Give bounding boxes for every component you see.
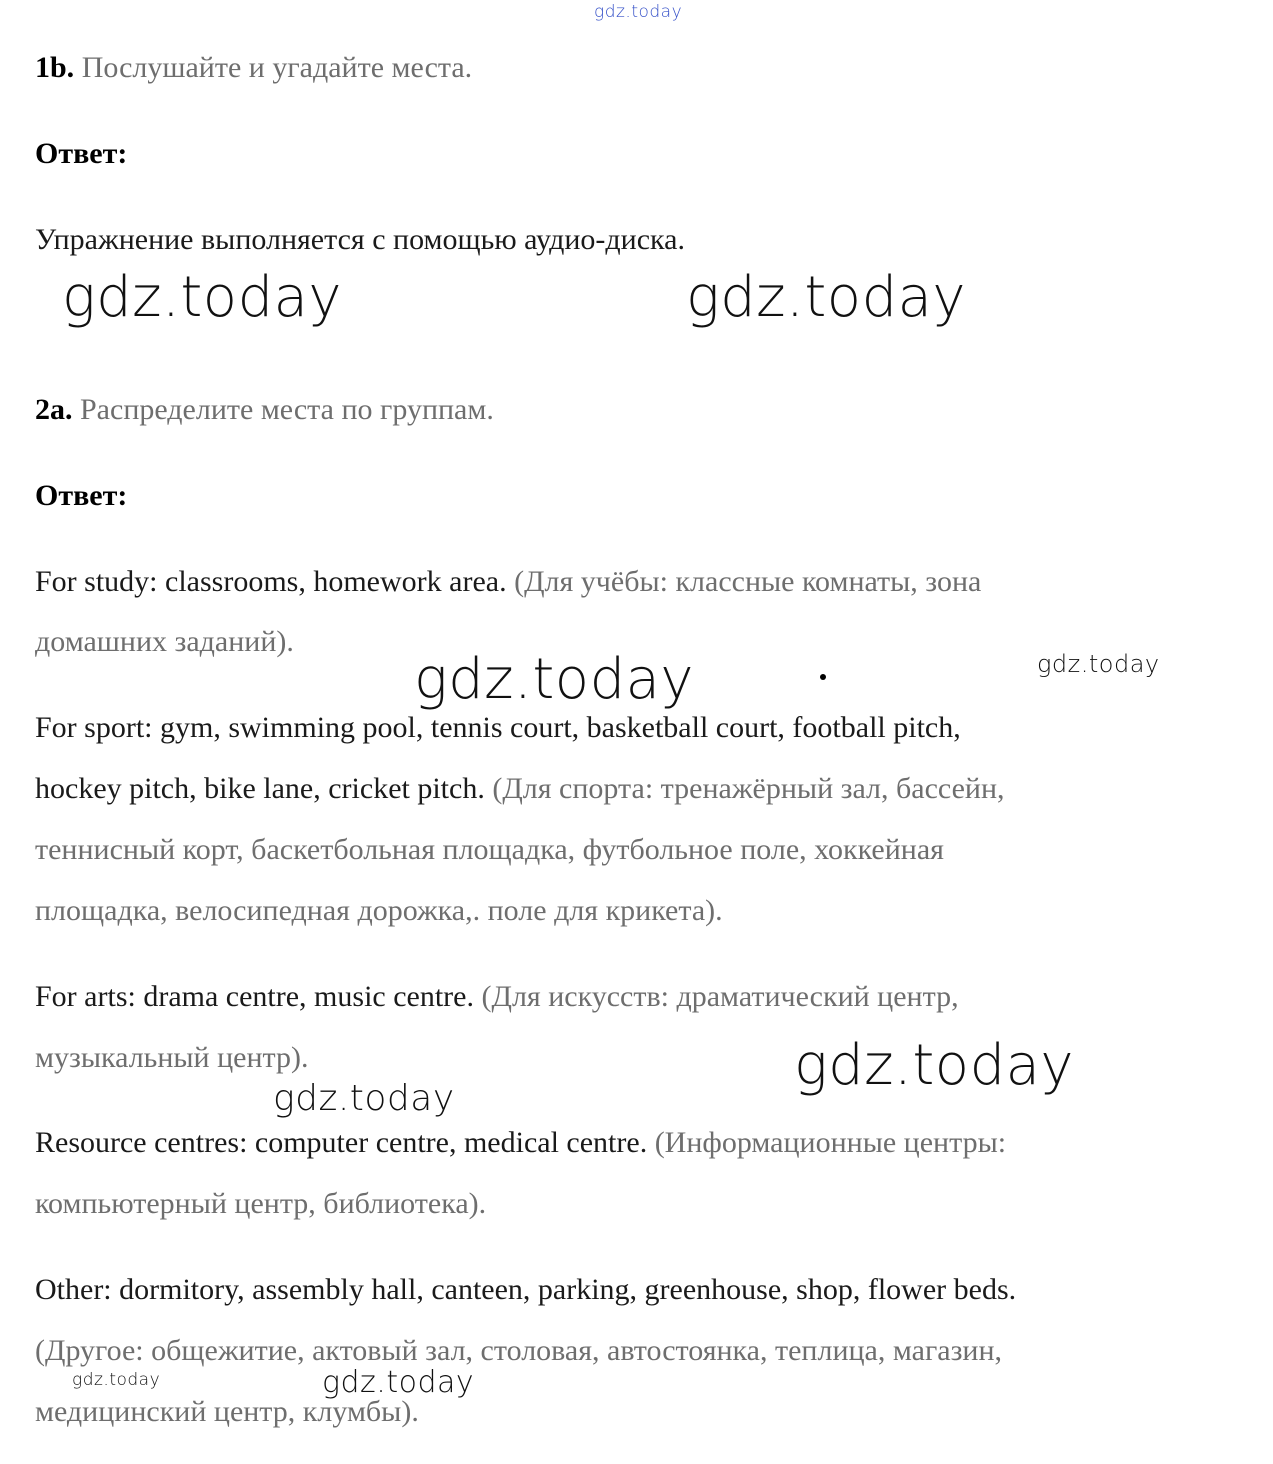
watermark: gdz.today	[72, 1370, 161, 1390]
task-number: 2a.	[35, 393, 73, 426]
answer-label: Ответ:	[35, 479, 128, 512]
task-text: Послушайте и угадайте места.	[81, 51, 473, 84]
group-sport-ru: (Для спорта: тренажёрный зал, бассейн,	[492, 772, 1005, 805]
group-other-line-2: (Другое: общежитие, актовый зал, столовая, автостоянка, теплица, магазин,	[35, 1334, 1003, 1367]
answer-text: Упражнение выполняется с помощью аудио-диска.	[35, 223, 685, 256]
watermark-top: gdz.today	[594, 2, 683, 22]
answer-label: Ответ:	[35, 137, 128, 170]
group-sport-line-4: площадка, велосипедная дорожка,. поле для крикета).	[35, 894, 723, 927]
group-resource-line-1	[35, 1125, 1006, 1161]
watermark: gdz.today	[794, 1033, 1075, 1098]
task-2a-heading	[35, 392, 494, 428]
group-study-line-1	[35, 564, 981, 600]
watermark: gdz.today	[414, 647, 695, 712]
group-sport-line-3: теннисный корт, баскетбольная площадка, футбольное поле, хоккейная	[35, 833, 944, 866]
watermark: gdz.today	[322, 1365, 475, 1400]
task-1b-heading	[35, 50, 472, 86]
group-study-ru: (Для учёбы: классные комнаты, зона	[514, 565, 982, 598]
group-arts-ru: (Для искусств: драматический центр,	[481, 980, 959, 1013]
group-arts-en: For arts: drama centre, music centre.	[35, 980, 474, 1013]
group-resource-en: Resource centres: computer centre, medical centre.	[35, 1126, 648, 1159]
group-arts-line-2: музыкальный центр).	[35, 1041, 309, 1074]
task-text: Распределите места по группам.	[80, 393, 494, 426]
task-number: 1b.	[35, 51, 75, 84]
group-sport-line-1: For sport: gym, swimming pool, tennis court, basketball court, football pitch,	[35, 711, 961, 744]
watermark: gdz.today	[1037, 650, 1160, 678]
group-other-line-3: медицинский центр, клумбы).	[35, 1395, 419, 1428]
group-sport-line-2	[35, 771, 1005, 807]
group-study-en: For study: classrooms, homework area.	[35, 565, 507, 598]
group-study-line-2: домашних заданий).	[35, 625, 294, 658]
group-other-line-1: Other: dormitory, assembly hall, canteen, parking, greenhouse, shop, flower beds.	[35, 1273, 1017, 1306]
watermark: gdz.today	[273, 1078, 455, 1119]
group-resource-ru: (Информационные центры:	[654, 1126, 1007, 1159]
group-resource-line-2: компьютерный центр, библиотека).	[35, 1187, 487, 1220]
stray-dot	[820, 674, 826, 680]
group-sport-en: hockey pitch, bike lane, cricket pitch.	[35, 772, 485, 805]
group-arts-line-1	[35, 979, 959, 1015]
watermark: gdz.today	[686, 265, 967, 330]
watermark: gdz.today	[62, 265, 343, 330]
